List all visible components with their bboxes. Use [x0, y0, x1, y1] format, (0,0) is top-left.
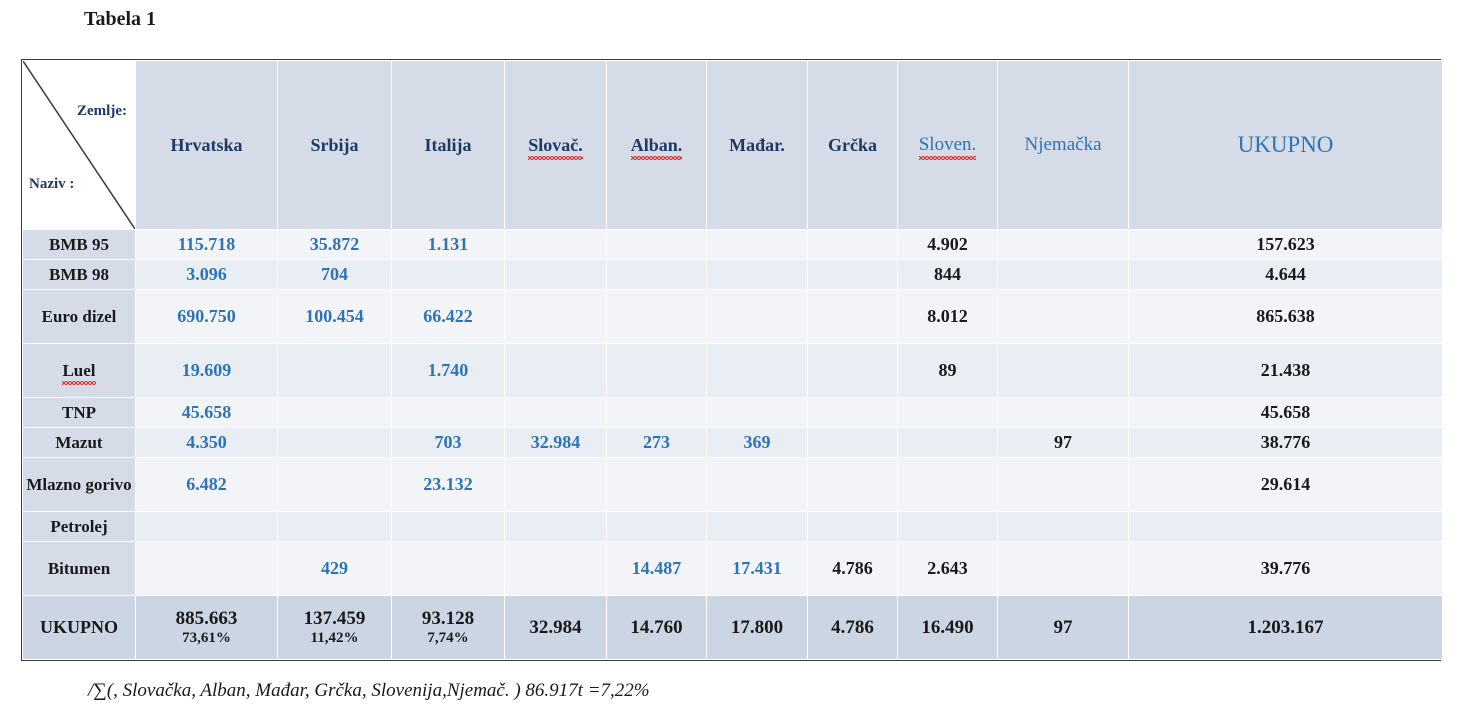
cell-tnp-hrvatska: 45.658	[136, 398, 278, 428]
cell-bitumen-grcka: 4.786	[808, 542, 898, 596]
cell-mlazno-slovacka	[505, 458, 607, 512]
table-header-row	[23, 61, 1443, 230]
cell-tnp-albanija	[607, 398, 707, 428]
table-row	[23, 398, 1443, 428]
cell-tnp-italija	[392, 398, 505, 428]
cell-bmb95-njemacka	[998, 230, 1129, 260]
cell-bmb98-slovacka	[505, 260, 607, 290]
cell-mazut-italija: 703	[392, 428, 505, 458]
column-header-grcka	[808, 61, 898, 230]
total-percent: 7,74%	[427, 630, 469, 647]
column-header-label: UKUPNO	[1237, 132, 1334, 157]
cell-bitumen-italija	[392, 542, 505, 596]
column-header-label: Slovač.	[528, 134, 583, 155]
cell-tnp-njemacka	[998, 398, 1129, 428]
cell-mlazno-ukupno: 29.614	[1129, 458, 1443, 512]
cell-luel-srbija	[278, 344, 392, 398]
cell-petrolej-madarska	[707, 512, 808, 542]
cell-bitumen-srbija: 429	[278, 542, 392, 596]
cell-eurodizel-grcka	[808, 290, 898, 344]
total-value: 137.459	[303, 607, 366, 629]
cell-mazut-srbija	[278, 428, 392, 458]
cell-bitumen-ukupno: 39.776	[1129, 542, 1443, 596]
cell-bmb98-italija	[392, 260, 505, 290]
cell-mazut-albanija: 273	[607, 428, 707, 458]
cell-luel-slovenija: 89	[898, 344, 998, 398]
cell-bmb98-srbija: 704	[278, 260, 392, 290]
cell-luel-hrvatska: 19.609	[136, 344, 278, 398]
cell-tnp-slovenija	[898, 398, 998, 428]
cell-petrolej-slovenija	[898, 512, 998, 542]
cell-tnp-slovacka	[505, 398, 607, 428]
cell-eurodizel-albanija	[607, 290, 707, 344]
cell-total-slovenija: 16.490	[898, 596, 998, 660]
cell-petrolej-ukupno	[1129, 512, 1443, 542]
cell-total-ukupno: 1.203.167	[1129, 596, 1443, 660]
cell-bitumen-albanija: 14.487	[607, 542, 707, 596]
cell-petrolej-slovacka	[505, 512, 607, 542]
cell-tnp-madarska	[707, 398, 808, 428]
cell-total-hrvatska	[136, 596, 278, 660]
cell-mazut-grcka	[808, 428, 898, 458]
column-header-label: Mađar.	[729, 134, 785, 155]
column-header-italija	[392, 61, 505, 230]
cell-eurodizel-slovenija: 8.012	[898, 290, 998, 344]
column-header-label: Alban.	[630, 134, 683, 155]
cell-tnp-grcka	[808, 398, 898, 428]
row-label-total-ukupno: UKUPNO	[23, 596, 136, 660]
data-table	[22, 60, 1443, 660]
table-row	[23, 290, 1443, 344]
cell-eurodizel-italija: 66.422	[392, 290, 505, 344]
cell-petrolej-srbija	[278, 512, 392, 542]
cell-mlazno-italija: 23.132	[392, 458, 505, 512]
column-header-label: Sloven.	[918, 134, 977, 155]
column-header-label: Njemačka	[1024, 134, 1102, 155]
cell-bmb95-slovenija: 4.902	[898, 230, 998, 260]
cell-mazut-ukupno: 38.776	[1129, 428, 1443, 458]
cell-bmb95-grcka	[808, 230, 898, 260]
cell-luel-slovacka	[505, 344, 607, 398]
row-label-mlazno-gorivo: Mlazno gorivo	[23, 458, 136, 512]
cell-bitumen-njemacka	[998, 542, 1129, 596]
row-label-text: Luel	[62, 360, 96, 380]
table-total-row	[23, 596, 1443, 660]
row-label-euro-dizel: Euro dizel	[23, 290, 136, 344]
cell-luel-njemacka	[998, 344, 1129, 398]
cell-petrolej-grcka	[808, 512, 898, 542]
row-label-luel	[23, 344, 136, 398]
column-header-label: Italija	[424, 134, 472, 155]
cell-eurodizel-hrvatska: 690.750	[136, 290, 278, 344]
cell-bmb98-albanija	[607, 260, 707, 290]
cell-petrolej-albanija	[607, 512, 707, 542]
total-value: 93.128	[421, 607, 475, 629]
column-header-slovacka	[505, 61, 607, 230]
table-row	[23, 458, 1443, 512]
row-label-tnp: TNP	[23, 398, 136, 428]
cell-eurodizel-slovacka	[505, 290, 607, 344]
cell-bmb95-srbija: 35.872	[278, 230, 392, 260]
cell-mazut-njemacka: 97	[998, 428, 1129, 458]
column-header-label: Hrvatska	[170, 134, 243, 155]
cell-eurodizel-njemacka	[998, 290, 1129, 344]
cell-bmb95-italija: 1.131	[392, 230, 505, 260]
table-row	[23, 230, 1443, 260]
cell-luel-madarska	[707, 344, 808, 398]
data-table-container	[21, 59, 1441, 661]
cell-mlazno-albanija	[607, 458, 707, 512]
cell-bitumen-madarska: 17.431	[707, 542, 808, 596]
column-header-slovenija	[898, 61, 998, 230]
header-corner-cell	[23, 61, 136, 230]
cell-eurodizel-srbija: 100.454	[278, 290, 392, 344]
cell-eurodizel-ukupno: 865.638	[1129, 290, 1443, 344]
column-header-njemacka	[998, 61, 1129, 230]
table-row	[23, 344, 1443, 398]
total-percent: 73,61%	[182, 630, 231, 647]
cell-bmb98-njemacka	[998, 260, 1129, 290]
cell-total-grcka: 4.786	[808, 596, 898, 660]
cell-mlazno-hrvatska: 6.482	[136, 458, 278, 512]
cell-mlazno-grcka	[808, 458, 898, 512]
cell-mazut-hrvatska: 4.350	[136, 428, 278, 458]
cell-bmb98-grcka	[808, 260, 898, 290]
row-label-mazut: Mazut	[23, 428, 136, 458]
cell-total-srbija	[278, 596, 392, 660]
total-value: 885.663	[175, 607, 238, 629]
cell-bmb98-hrvatska: 3.096	[136, 260, 278, 290]
cell-bmb98-ukupno: 4.644	[1129, 260, 1443, 290]
row-label-petrolej: Petrolej	[23, 512, 136, 542]
cell-mlazno-srbija	[278, 458, 392, 512]
cell-total-slovacka: 32.984	[505, 596, 607, 660]
diagonal-divider-icon	[23, 61, 135, 229]
cell-luel-ukupno: 21.438	[1129, 344, 1443, 398]
column-header-albanija	[607, 61, 707, 230]
table-row	[23, 428, 1443, 458]
cell-mlazno-njemacka	[998, 458, 1129, 512]
cell-mlazno-slovenija	[898, 458, 998, 512]
row-label-bitumen: Bitumen	[23, 542, 136, 596]
cell-tnp-srbija	[278, 398, 392, 428]
cell-total-albanija: 14.760	[607, 596, 707, 660]
cell-bitumen-slovenija: 2.643	[898, 542, 998, 596]
cell-bmb95-madarska	[707, 230, 808, 260]
cell-tnp-ukupno: 45.658	[1129, 398, 1443, 428]
cell-bitumen-slovacka	[505, 542, 607, 596]
cell-total-italija	[392, 596, 505, 660]
page-title: Tabela 1	[84, 8, 157, 30]
header-corner-countries-label: Zemlje:	[77, 103, 127, 119]
cell-bmb95-albanija	[607, 230, 707, 260]
cell-petrolej-hrvatska	[136, 512, 278, 542]
table-row	[23, 512, 1443, 542]
cell-bmb95-slovacka	[505, 230, 607, 260]
column-header-ukupno	[1129, 61, 1443, 230]
cell-bitumen-hrvatska	[136, 542, 278, 596]
table-row	[23, 260, 1443, 290]
cell-bmb95-ukupno: 157.623	[1129, 230, 1443, 260]
column-header-madarska	[707, 61, 808, 230]
cell-luel-italija: 1.740	[392, 344, 505, 398]
row-label-bmb-98: BMB 98	[23, 260, 136, 290]
cell-mlazno-madarska	[707, 458, 808, 512]
cell-eurodizel-madarska	[707, 290, 808, 344]
table-row	[23, 542, 1443, 596]
cell-luel-albanija	[607, 344, 707, 398]
column-header-hrvatska	[136, 61, 278, 230]
cell-bmb98-slovenija: 844	[898, 260, 998, 290]
cell-total-njemacka: 97	[998, 596, 1129, 660]
cell-mazut-madarska: 369	[707, 428, 808, 458]
cell-petrolej-italija	[392, 512, 505, 542]
cell-luel-grcka	[808, 344, 898, 398]
cell-petrolej-njemacka	[998, 512, 1129, 542]
cell-bmb95-hrvatska: 115.718	[136, 230, 278, 260]
column-header-label: Srbija	[310, 134, 359, 155]
table-footnote: /∑(, Slovačka, Alban, Mađar, Grčka, Slovenija,Njemač. ) 86.917t =7,22%	[88, 680, 650, 701]
header-corner-name-label: Naziv :	[29, 176, 75, 192]
row-label-bmb-95: BMB 95	[23, 230, 136, 260]
cell-total-madarska: 17.800	[707, 596, 808, 660]
total-percent: 11,42%	[310, 630, 359, 647]
cell-bmb98-madarska	[707, 260, 808, 290]
cell-mazut-slovenija	[898, 428, 998, 458]
column-header-srbija	[278, 61, 392, 230]
cell-mazut-slovacka: 32.984	[505, 428, 607, 458]
column-header-label: Grčka	[828, 134, 877, 155]
